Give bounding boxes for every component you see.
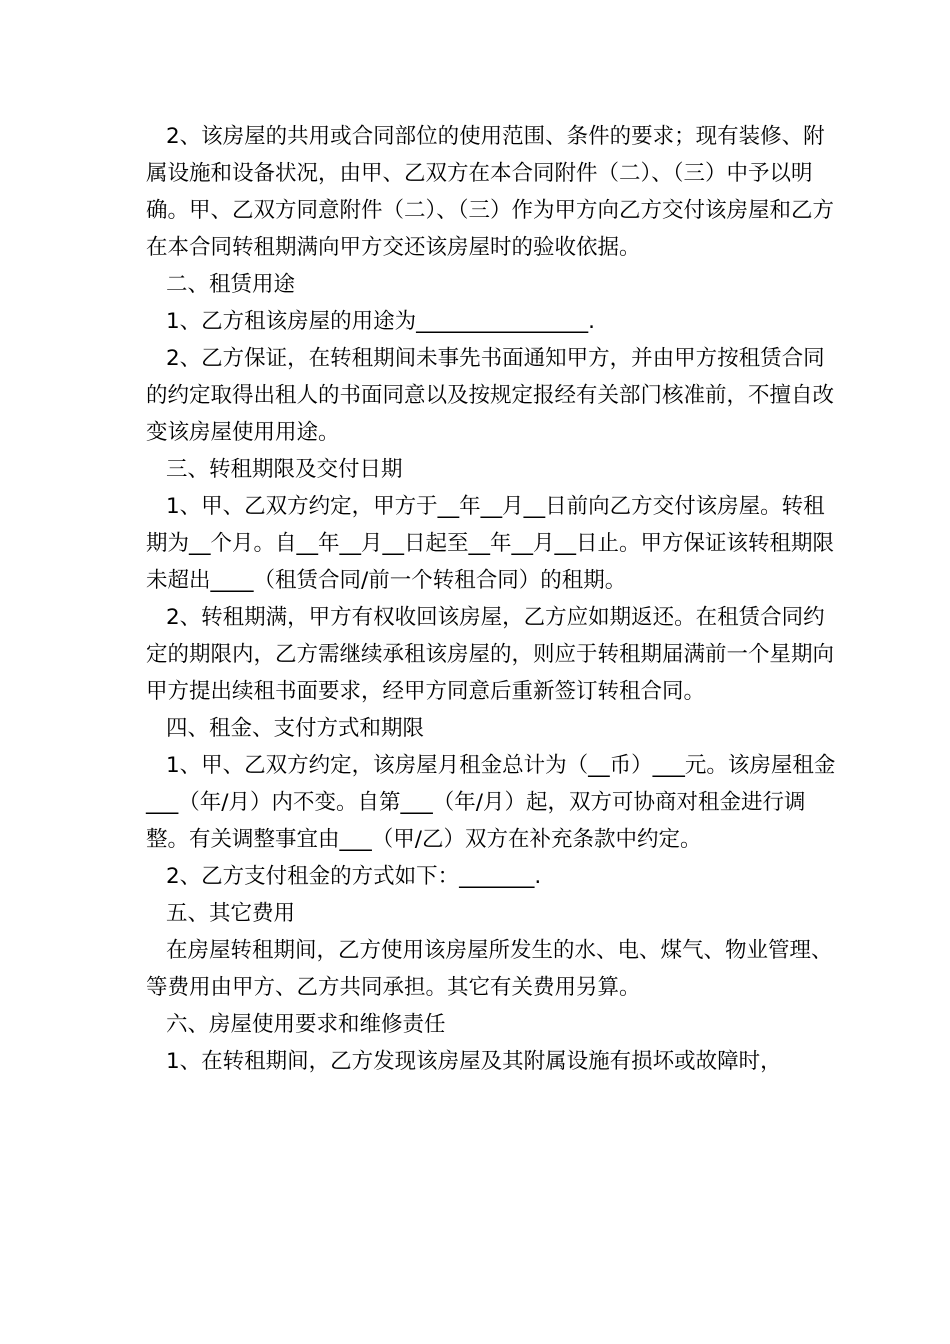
- clause-4-1-paragraph: 1、甲、乙双方约定，该房屋月租金总计为（__币）___元。该房屋租金___（年/月）内不变。自第___（年/月）起，双方可协商对租金进行调整。有关调整事宜由___（甲/乙）双方在补充条款中约定。: [146, 753, 836, 852]
- section-heading-usage: 二、租赁用途: [166, 272, 296, 297]
- section-heading-rent: 四、租金、支付方式和期限: [166, 716, 425, 741]
- clause-5-paragraph: 在房屋转租期间，乙方使用该房屋所发生的水、电、煤气、物业管理、等费用由甲方、乙方共同承担。其它有关费用另算。: [146, 938, 833, 1000]
- clause-3-2-paragraph: 2、转租期满，甲方有权收回该房屋，乙方应如期返还。在租赁合同约定的期限内，乙方需继续承租该房屋的，则应于转租期届满前一个星期向甲方提出续租书面要求，经甲方同意后重新签订转租合同。: [146, 605, 835, 704]
- clause-2-2-paragraph: 2、乙方保证，在转租期间未事先书面通知甲方，并由甲方按租赁合同的约定取得出租人的书面同意以及按规定报经有关部门核准前，不擅自改变该房屋使用用途。: [146, 346, 835, 445]
- clause-2-1-paragraph: 1、乙方租该房屋的用途为________________.: [166, 309, 596, 334]
- clause-4-2-paragraph: 2、乙方支付租金的方式如下：_______.: [166, 864, 542, 889]
- clause-6-1-paragraph: 1、在转租期间，乙方发现该房屋及其附属设施有损坏或故障时，: [166, 1049, 782, 1074]
- clause-1-2-paragraph: 2、该房屋的共用或合同部位的使用范围、条件的要求；现有装修、附属设施和设备状况，由甲、乙双方在本合同附件（二）、（三）中予以明确。甲、乙双方同意附件（二）、（三）作为甲方向乙方交付该房屋和乙方在本合同转租期满向甲方交还该房屋时的验收依据。: [146, 124, 835, 260]
- section-heading-term: 三、转租期限及交付日期: [166, 457, 403, 482]
- document-body: [146, 118, 836, 1080]
- section-heading-other-fees: 五、其它费用: [166, 901, 296, 926]
- clause-3-1-paragraph: 1、甲、乙双方约定，甲方于__年__月__日前向乙方交付该房屋。转租期为__个月。自__年__月__日起至__年__月__日止。甲方保证该转租期限未超出____（租赁合同/前一个转租合同）的租期。: [146, 494, 835, 593]
- section-heading-maintenance: 六、房屋使用要求和维修责任: [166, 1012, 446, 1037]
